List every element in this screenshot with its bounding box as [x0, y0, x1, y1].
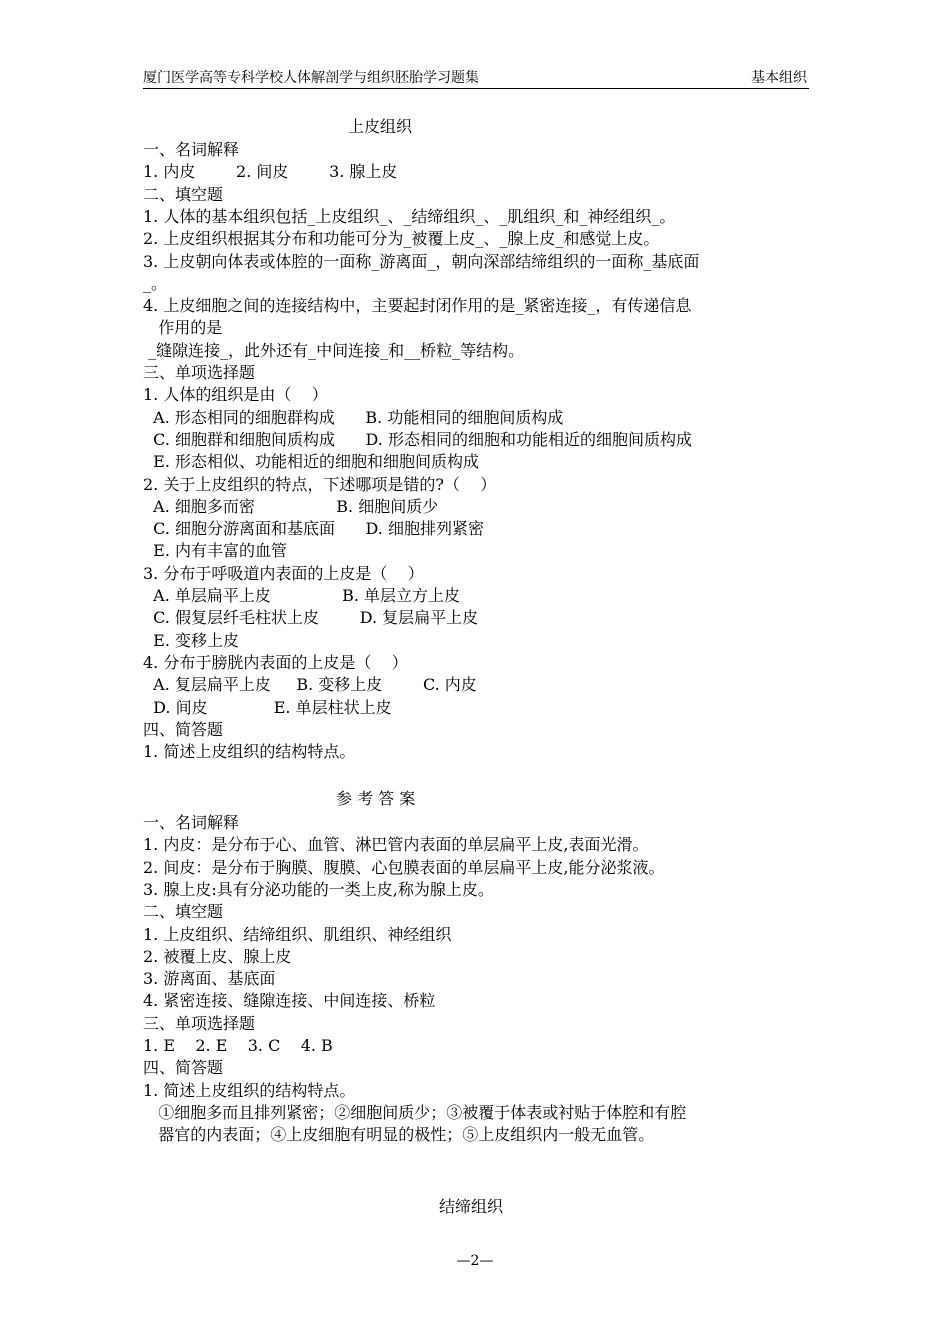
question-line: 4. 上皮细胞之间的连接结构中，主要起封闭作用的是_紧密连接_，有传递信息 [143, 296, 692, 316]
question-line: 2. 关于上皮组织的特点，下述哪项是错的?（ ） [143, 474, 497, 494]
answer-line: 3. 游离面、基底面 [143, 969, 276, 989]
question-line: _。 [143, 273, 168, 293]
answer-line: 四、简答题 [143, 1058, 224, 1078]
question-line: 四、简答题 [143, 719, 224, 739]
answer-line: 3. 腺上皮:具有分泌功能的一类上皮,称为腺上皮。 [143, 879, 494, 899]
question-line: 二、填空题 [143, 184, 224, 204]
next-section-title: 结缔组织 [439, 1197, 504, 1216]
question-line: A. 单层扁平上皮 B. 单层立方上皮 [143, 586, 461, 605]
question-line: 1. 人体的基本组织包括_上皮组织_、_结缔组织_、_肌组织_和_神经组织_。 [143, 206, 676, 226]
answer-line: 2. 被覆上皮、腺上皮 [143, 946, 292, 966]
answer-line: 1. E 2. E 3. C 4. B [143, 1036, 333, 1055]
question-line: C. 细胞分游离面和基底面 D. 细胞排列紧密 [143, 519, 484, 539]
question-line: 三、单项选择题 [143, 363, 256, 382]
answer-line: 4. 紧密连接、缝隙连接、中间连接、桥粒 [143, 991, 436, 1011]
page-header [143, 68, 809, 89]
answer-line: ①细胞多而且排列紧密；②细胞间质少；③被覆于体表或衬贴于体腔和有腔 [143, 1102, 687, 1122]
question-line: 3. 上皮朝向体表或体腔的一面称_游离面_，朝向深部结缔组织的一面称_基底面 [143, 251, 700, 271]
question-line: 1. 简述上皮组织的结构特点。 [143, 742, 356, 762]
page-number: —2— [456, 1253, 494, 1269]
question-line: 1. 人体的组织是由（ ） [143, 385, 328, 405]
question-line: 一、名词解释 [143, 140, 240, 159]
question-line: 1. 内皮 2. 间皮 3. 腺上皮 [143, 162, 398, 182]
answer-line: 二、填空题 [143, 902, 224, 922]
question-line: _缝隙连接_，此外还有_中间连接_和__桥粒_等结构。 [143, 340, 525, 360]
answer-title: 参 考 答 案 [336, 789, 416, 808]
question-line: E. 形态相似、功能相近的细胞和细胞间质构成 [143, 452, 480, 472]
answer-line: 1. 内皮：是分布于心、血管、淋巴管内表面的单层扁平上皮,表面光滑。 [143, 835, 649, 855]
question-line: A. 形态相同的细胞群构成 B. 功能相同的细胞间质构成 [143, 407, 564, 427]
section-title: 上皮组织 [348, 117, 413, 136]
answer-line: 1. 上皮组织、结缔组织、肌组织、神经组织 [143, 924, 452, 944]
answer-line: 1. 简述上皮组织的结构特点。 [143, 1080, 356, 1100]
header-chapter: 基本组织 [751, 70, 807, 86]
header-book-title: 厦门医学高等专科学校人体解剖学与组织胚胎学习题集 [143, 70, 479, 86]
question-line: C. 细胞群和细胞间质构成 D. 形态相同的细胞和功能相近的细胞间质构成 [143, 429, 692, 449]
answer-line: 一、名词解释 [143, 813, 240, 832]
question-line: A. 复层扁平上皮 B. 变移上皮 C. 内皮 [143, 675, 477, 695]
answer-line: 三、单项选择题 [143, 1013, 256, 1033]
question-line: 2. 上皮组织根据其分布和功能可分为_被覆上皮_、_腺上皮_和感觉上皮。 [143, 229, 660, 249]
question-line: A. 细胞多而密 B. 细胞间质少 [143, 496, 439, 516]
question-line: E. 变移上皮 [143, 630, 240, 650]
answer-line: 器官的内表面；④上皮细胞有明显的极性；⑤上皮组织内一般无血管。 [143, 1125, 655, 1145]
answer-line: 2. 间皮：是分布于胸膜、腹膜、心包膜表面的单层扁平上皮,能分泌浆液。 [143, 857, 665, 877]
question-line: C. 假复层纤毛柱状上皮 D. 复层扁平上皮 [143, 608, 479, 628]
question-line: 4. 分布于膀胱内表面的上皮是（ ） [143, 652, 408, 672]
question-line: E. 内有丰富的血管 [143, 541, 288, 561]
question-line: 作用的是 [143, 318, 223, 338]
question-line: D. 间皮 E. 单层柱状上皮 [143, 697, 392, 717]
question-line: 3. 分布于呼吸道内表面的上皮是（ ） [143, 563, 424, 583]
